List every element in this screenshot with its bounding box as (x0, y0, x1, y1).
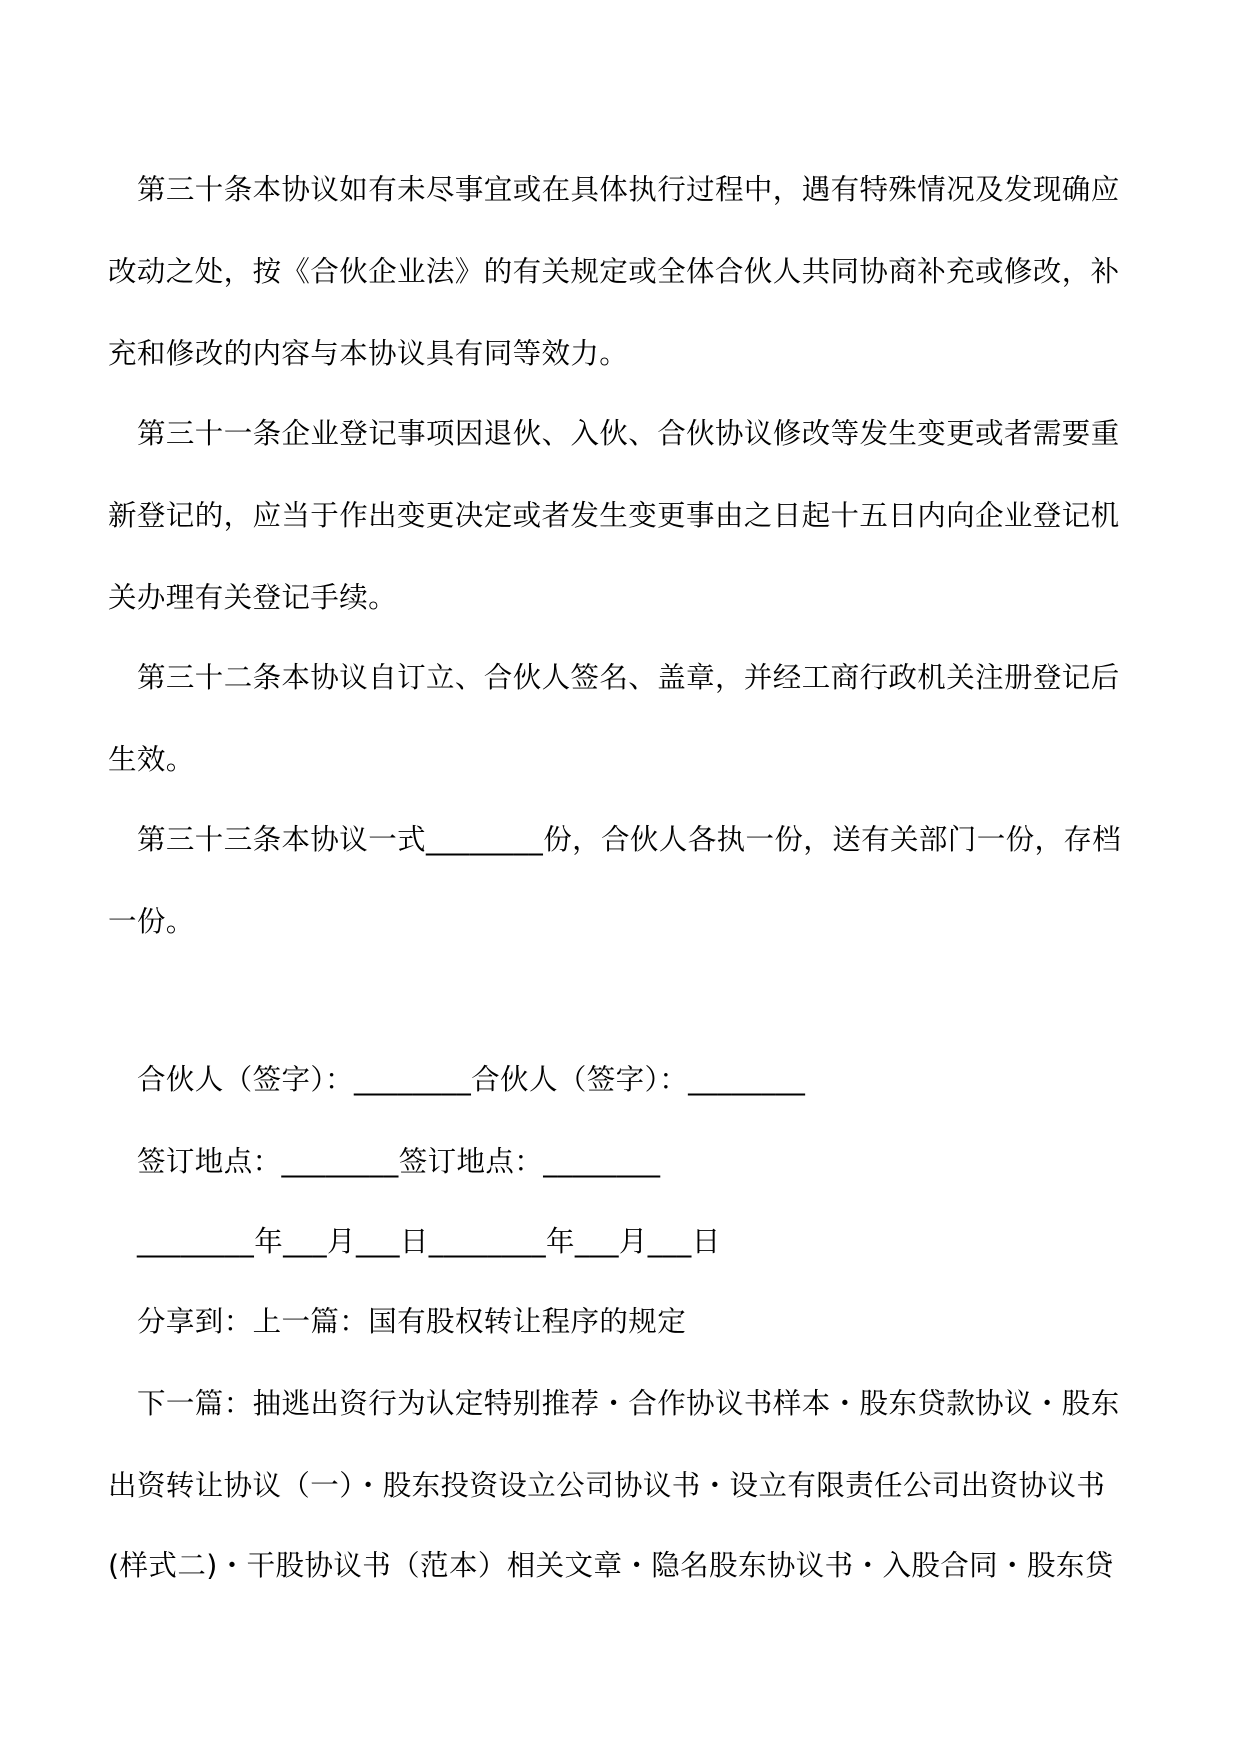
article-33-line-1: 第三十三条本协议一式________份，合伙人各执一份，送有关部门一份，存档 (137, 823, 1122, 856)
article-30-line-2: 改动之处，按《合伙企业法》的有关规定或全体合伙人共同协商补充或修改，补 (108, 255, 1120, 288)
next-article-line-2: 出资转让协议（一）・股东投资设立公司协议书・设立有限责任公司出资协议书 (108, 1469, 1106, 1502)
article-31-line-1: 第三十一条企业登记事项因退伙、入伙、合伙协议修改等发生变更或者需要重 (137, 417, 1120, 450)
next-article-line-1: 下一篇：抽逃出资行为认定特别推荐・合作协议书样本・股东贷款协议・股东 (137, 1387, 1120, 1420)
article-33-line-2: 一份。 (108, 905, 195, 938)
article-32-line-2: 生效。 (108, 743, 195, 776)
article-32-line-1: 第三十二条本协议自订立、合伙人签名、盖章，并经工商行政机关注册登记后 (137, 661, 1120, 694)
article-30-line-3: 充和修改的内容与本协议具有同等效力。 (108, 337, 629, 370)
article-31-line-3: 关办理有关登记手续。 (108, 581, 398, 614)
signing-place-line: 签订地点：________签订地点：________ (137, 1145, 661, 1178)
signature-line: 合伙人（签字）：________合伙人（签字）：________ (137, 1063, 806, 1096)
share-previous-line: 分享到：上一篇：国有股权转让程序的规定 (137, 1305, 687, 1338)
article-30-line-1: 第三十条本协议如有未尽事宜或在具体执行过程中，遇有特殊情况及发现确应 (137, 173, 1120, 206)
article-31-line-2: 新登记的，应当于作出变更决定或者发生变更事由之日起十五日内向企业登记机 (108, 499, 1120, 532)
date-line: ________年___月___日________年___月___日 (137, 1225, 721, 1258)
next-article-line-3: (样式二)・干股协议书（范本）相关文章・隐名股东协议书・入股合同・股东贷 (108, 1549, 1114, 1582)
